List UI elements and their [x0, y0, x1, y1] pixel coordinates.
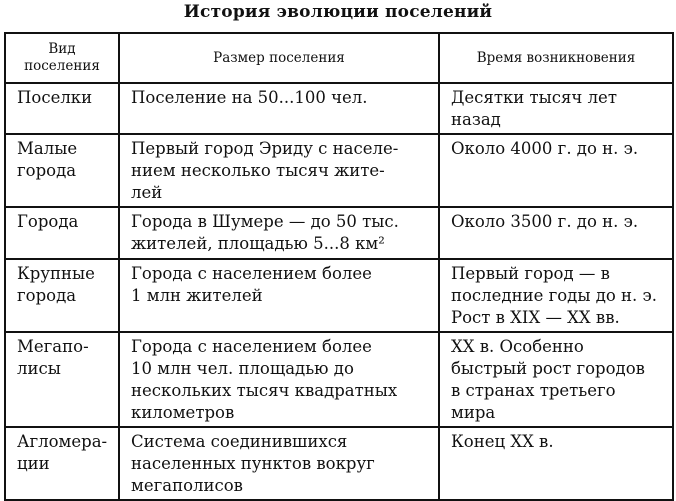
cell-time	[439, 427, 673, 500]
cell-size	[119, 332, 439, 427]
cell-size-text: Города с населением более 1 млн жителей	[131, 264, 372, 305]
cell-type	[5, 259, 119, 332]
cell-time	[439, 134, 673, 207]
table-row	[5, 207, 673, 259]
cell-time	[439, 83, 673, 134]
cell-type	[5, 427, 119, 500]
cell-time-text: Около 3500 г. до н. э.	[451, 212, 639, 231]
header-emergence-time	[439, 33, 673, 83]
cell-size-text: Города в Шумере — до 50 тыс. жителей, площадью 5...8 км²	[131, 212, 399, 253]
cell-time-text: Около 4000 г. до н. э.	[451, 139, 639, 158]
header-emergence-time-label: Время возникновения	[476, 49, 636, 66]
cell-time-text: Первый город — в последние годы до н. э. Рост в XIX — XX вв.	[451, 264, 658, 327]
cell-time-text: Конец XX в.	[451, 432, 554, 451]
table-row	[5, 83, 673, 134]
cell-size	[119, 134, 439, 207]
cell-type	[5, 332, 119, 427]
cell-type	[5, 83, 119, 134]
cell-time	[439, 259, 673, 332]
cell-time-text: XX в. Особенно быстрый рост городов в странах третьего мира	[451, 337, 645, 422]
cell-size-text: Первый город Эриду с населе- нием несколько тысяч жите- лей	[131, 139, 399, 202]
table-row	[5, 332, 673, 427]
cell-size-text: Система соединившихся населенных пунктов вокруг мегаполисов	[131, 432, 375, 495]
cell-type-text: Агломера- ции	[17, 432, 108, 473]
cell-type	[5, 134, 119, 207]
table-row	[5, 427, 673, 500]
header-settlement-size-label: Размер поселения	[213, 49, 345, 66]
document-title: История эволюции поселений	[183, 2, 493, 22]
cell-type-text: Крупные города	[17, 264, 95, 305]
cell-type-text: Поселки	[17, 88, 93, 107]
table-row	[5, 134, 673, 207]
cell-time	[439, 207, 673, 259]
table-row	[5, 259, 673, 332]
cell-time-text: Десятки тысяч лет назад	[451, 88, 617, 129]
cell-size-text: Поселение на 50...100 чел.	[131, 88, 368, 107]
table-header-row	[5, 33, 673, 83]
cell-type-text: Мегапо- лисы	[17, 337, 89, 378]
cell-type-text: Малые города	[17, 139, 78, 180]
header-settlement-size	[119, 33, 439, 83]
cell-size	[119, 259, 439, 332]
cell-type	[5, 207, 119, 259]
cell-type-text: Города	[17, 212, 79, 231]
header-settlement-type	[5, 33, 119, 83]
cell-size	[119, 427, 439, 500]
settlement-evolution-table	[4, 32, 674, 501]
cell-time	[439, 332, 673, 427]
header-settlement-type-label: Вид поселения	[24, 41, 100, 74]
cell-size	[119, 207, 439, 259]
cell-size	[119, 83, 439, 134]
cell-size-text: Города с населением более 10 млн чел. площадью до нескольких тысяч квадратных километров	[131, 337, 398, 422]
